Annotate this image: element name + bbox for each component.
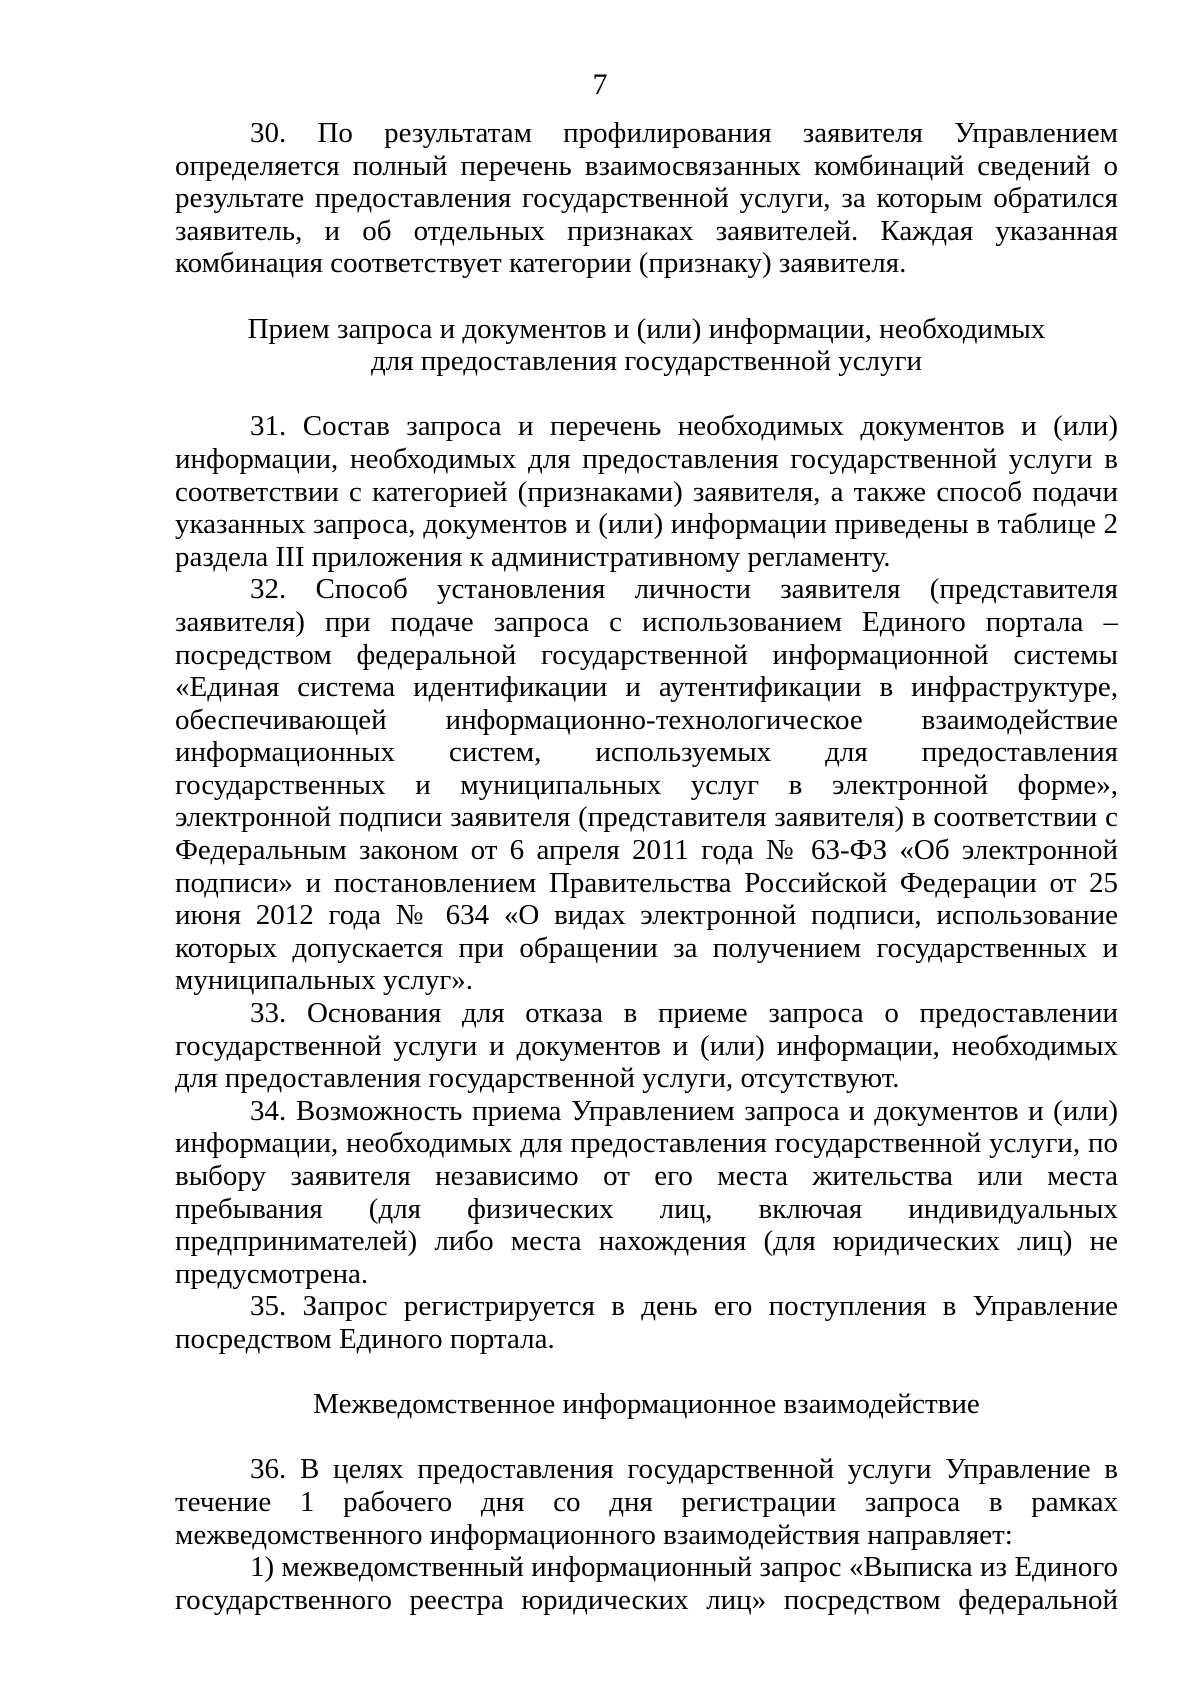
paragraph-34: 34. Возможность приема Управлением запроса и документов и (или) информации, необходимых для предоставления государственной услуги, по выбору заявителя независимо от его места жительства или места пребывания (для физических лиц, включая индивидуальных предпринимателей) либо места нахождения (для юридических лиц) не предусмотрена. bbox=[175, 1094, 1118, 1290]
spacer bbox=[175, 280, 1118, 313]
spacer bbox=[175, 1421, 1118, 1454]
document-body bbox=[175, 117, 1118, 1616]
paragraph-36-item-1: 1) межведомственный информационный запрос «Выписка из Единого государственного реестра юридических лиц» посредством федеральной bbox=[175, 1551, 1118, 1616]
paragraph-30: 30. По результатам профилирования заявителя Управлением определяется полный перечень взаимосвязанных комбинаций сведений о результате предоставления государственной услуги, за которым обратился заявитель, и об отдельных признаках заявителей. Каждая указанная комбинация соответствует категории (признаку) заявителя. bbox=[175, 117, 1118, 280]
spacer bbox=[175, 1356, 1118, 1389]
section-heading-interagency: Межведомственное информационное взаимодействие bbox=[313, 1388, 980, 1421]
paragraph-31: 31. Состав запроса и перечень необходимых документов и (или) информации, необходимых для предоставления государственной услуги в соответствии с категорией (признаками) заявителя, а также способ подачи указанных запроса, документов и (или) информации приведены в таблице 2 раздела III приложения к административному регламенту. bbox=[175, 410, 1118, 573]
paragraph-36: 36. В целях предоставления государственной услуги Управление в течение 1 рабочего дня со дня регистрации запроса в рамках межведомственного информационного взаимодействия направляет: bbox=[175, 1453, 1118, 1551]
section-heading-line-2: для предоставления государственной услуги bbox=[370, 345, 923, 378]
paragraph-33: 33. Основания для отказа в приеме запроса о предоставлении государственной услуги и документов и (или) информации, необходимых для предоставления государственной услуги, отсутствуют. bbox=[175, 997, 1118, 1095]
section-heading-line-1: Прием запроса и документов и (или) информации, необходимых bbox=[247, 312, 1046, 345]
paragraph-32: 32. Способ установления личности заявителя (представителя заявителя) при подаче запроса с использованием Единого портала – посредством федеральной государственной информационной системы «Единая система идентификации и аутентификации в инфраструктуре, обеспечивающей информационно-технологическое взаимодействие информационных систем, используемых для предоставления государственных и муниципальных услуг в электронной форме», электронной подписи заявителя (представителя заявителя) в соответствии с Федеральным законом от 6 апреля 2011 года № 63-ФЗ «Об электронной подписи» и постановлением Правительства Российской Федерации от 25 июня 2012 года № 634 «О видах электронной подписи, использование которых допускается при обращении за получением государственных и муниципальных услуг». bbox=[175, 573, 1118, 997]
paragraph-35: 35. Запрос регистрируется в день его поступления в Управление посредством Единого портала. bbox=[175, 1290, 1118, 1355]
section-heading-request-intake bbox=[175, 313, 1118, 378]
spacer bbox=[175, 378, 1118, 411]
page-number: 7 bbox=[592, 68, 608, 101]
